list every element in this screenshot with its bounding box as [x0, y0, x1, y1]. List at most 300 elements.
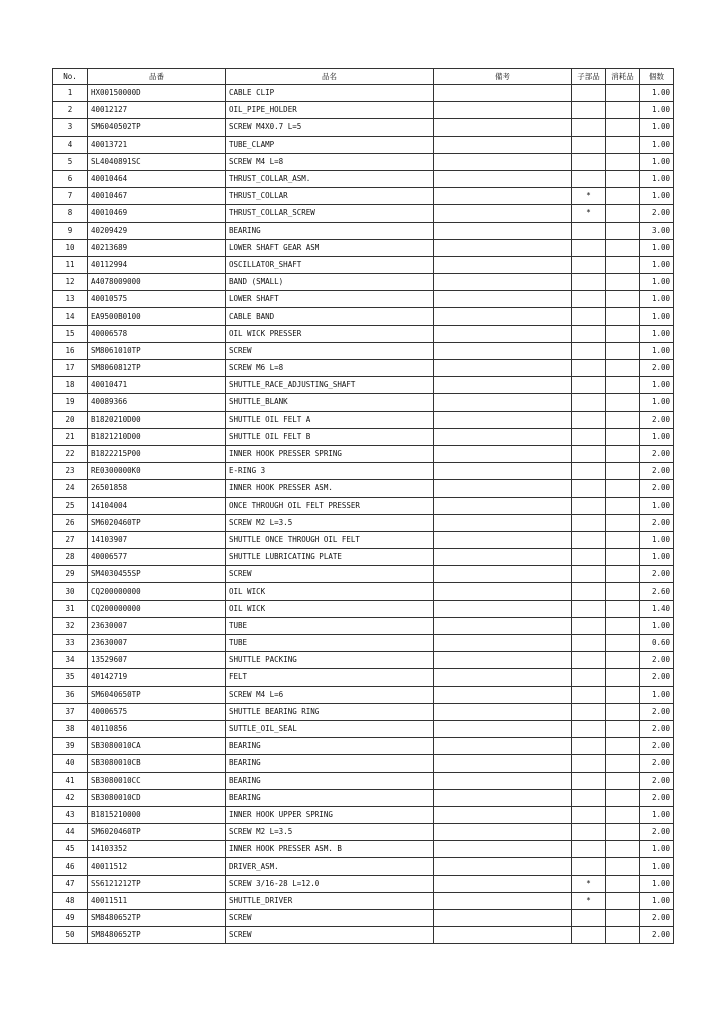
- sub-part-mark: [572, 256, 606, 273]
- row-number: 9: [53, 222, 88, 239]
- part-number: 40011511: [88, 892, 226, 909]
- remarks: [434, 428, 572, 445]
- part-name: INNER HOOK PRESSER SPRING: [226, 445, 434, 462]
- part-name: SUTTLE_OIL_SEAL: [226, 720, 434, 737]
- part-name: SCREW M2 L=3.5: [226, 514, 434, 531]
- header-part-number: 品番: [88, 69, 226, 85]
- part-number: SB3080010CD: [88, 789, 226, 806]
- remarks: [434, 927, 572, 944]
- part-name: SHUTTLE PACKING: [226, 652, 434, 669]
- remarks: [434, 239, 572, 256]
- row-number: 50: [53, 927, 88, 944]
- table-row: [53, 531, 674, 548]
- remarks: [434, 703, 572, 720]
- part-name: LOWER SHAFT GEAR ASM: [226, 239, 434, 256]
- quantity: 1.00: [640, 549, 674, 566]
- table-row: [53, 394, 674, 411]
- row-number: 11: [53, 256, 88, 273]
- table-row: [53, 514, 674, 531]
- sub-part-mark: [572, 239, 606, 256]
- remarks: [434, 497, 572, 514]
- part-name: BAND (SMALL): [226, 274, 434, 291]
- consumable-mark: [606, 652, 640, 669]
- quantity: 3.00: [640, 222, 674, 239]
- table-row: [53, 445, 674, 462]
- sub-part-mark: [572, 806, 606, 823]
- row-number: 27: [53, 531, 88, 548]
- row-number: 22: [53, 445, 88, 462]
- part-number: B1820210D00: [88, 411, 226, 428]
- part-number: CQ200000000: [88, 583, 226, 600]
- part-name: TUBE: [226, 635, 434, 652]
- quantity: 2.00: [640, 566, 674, 583]
- quantity: 2.00: [640, 910, 674, 927]
- quantity: 1.00: [640, 875, 674, 892]
- table-row: [53, 274, 674, 291]
- sub-part-mark: [572, 119, 606, 136]
- part-name: SCREW: [226, 927, 434, 944]
- part-name: OIL WICK: [226, 600, 434, 617]
- row-number: 17: [53, 360, 88, 377]
- consumable-mark: [606, 308, 640, 325]
- consumable-mark: [606, 85, 640, 102]
- sub-part-mark: [572, 841, 606, 858]
- remarks: [434, 136, 572, 153]
- part-number: SL4040891SC: [88, 153, 226, 170]
- row-number: 30: [53, 583, 88, 600]
- table-row: [53, 892, 674, 909]
- row-number: 8: [53, 205, 88, 222]
- remarks: [434, 256, 572, 273]
- sub-part-mark: [572, 755, 606, 772]
- consumable-mark: [606, 256, 640, 273]
- part-number: 40012127: [88, 102, 226, 119]
- header-no: No.: [53, 69, 88, 85]
- sub-part-mark: [572, 652, 606, 669]
- row-number: 13: [53, 291, 88, 308]
- sub-part-mark: [572, 772, 606, 789]
- table-row: [53, 463, 674, 480]
- part-name: CABLE CLIP: [226, 85, 434, 102]
- part-number: SM8060812TP: [88, 360, 226, 377]
- quantity: 1.00: [640, 102, 674, 119]
- table-row: [53, 858, 674, 875]
- part-name: TUBE_CLAMP: [226, 136, 434, 153]
- row-number: 46: [53, 858, 88, 875]
- part-number: SM6020460TP: [88, 824, 226, 841]
- table-row: [53, 566, 674, 583]
- row-number: 24: [53, 480, 88, 497]
- table-row: [53, 806, 674, 823]
- quantity: 1.00: [640, 188, 674, 205]
- part-name: SHUTTLE_BLANK: [226, 394, 434, 411]
- remarks: [434, 188, 572, 205]
- sub-part-mark: [572, 342, 606, 359]
- remarks: [434, 806, 572, 823]
- remarks: [434, 102, 572, 119]
- remarks: [434, 325, 572, 342]
- part-name: BEARING: [226, 222, 434, 239]
- sub-part-mark: [572, 274, 606, 291]
- remarks: [434, 566, 572, 583]
- quantity: 1.00: [640, 256, 674, 273]
- part-name: SHUTTLE_DRIVER: [226, 892, 434, 909]
- table-row: [53, 136, 674, 153]
- quantity: 0.60: [640, 635, 674, 652]
- part-number: 40006577: [88, 549, 226, 566]
- part-number: 13529607: [88, 652, 226, 669]
- row-number: 47: [53, 875, 88, 892]
- row-number: 2: [53, 102, 88, 119]
- sub-part-mark: [572, 308, 606, 325]
- consumable-mark: [606, 841, 640, 858]
- part-name: ONCE THROUGH OIL FELT PRESSER: [226, 497, 434, 514]
- sub-part-mark: [572, 720, 606, 737]
- table-row: [53, 824, 674, 841]
- part-number: 40089366: [88, 394, 226, 411]
- remarks: [434, 222, 572, 239]
- row-number: 34: [53, 652, 88, 669]
- remarks: [434, 617, 572, 634]
- table-row: [53, 153, 674, 170]
- quantity: 2.00: [640, 480, 674, 497]
- quantity: 1.00: [640, 274, 674, 291]
- consumable-mark: [606, 566, 640, 583]
- consumable-mark: [606, 583, 640, 600]
- table-row: [53, 841, 674, 858]
- remarks: [434, 119, 572, 136]
- row-number: 39: [53, 738, 88, 755]
- remarks: [434, 463, 572, 480]
- row-number: 19: [53, 394, 88, 411]
- part-name: SHUTTLE BEARING RING: [226, 703, 434, 720]
- row-number: 3: [53, 119, 88, 136]
- sub-part-mark: [572, 703, 606, 720]
- consumable-mark: [606, 824, 640, 841]
- sub-part-mark: [572, 617, 606, 634]
- part-name: INNER HOOK PRESSER ASM. B: [226, 841, 434, 858]
- part-name: INNER HOOK PRESSER ASM.: [226, 480, 434, 497]
- part-number: 40010471: [88, 377, 226, 394]
- row-number: 23: [53, 463, 88, 480]
- table-body: [53, 85, 674, 944]
- table-row: [53, 256, 674, 273]
- part-number: 40112994: [88, 256, 226, 273]
- remarks: [434, 394, 572, 411]
- header-row: [53, 69, 674, 85]
- remarks: [434, 686, 572, 703]
- part-name: THRUST_COLLAR_SCREW: [226, 205, 434, 222]
- sub-part-mark: [572, 531, 606, 548]
- table-row: [53, 789, 674, 806]
- sub-part-mark: [572, 635, 606, 652]
- row-number: 4: [53, 136, 88, 153]
- consumable-mark: [606, 720, 640, 737]
- part-name: DRIVER_ASM.: [226, 858, 434, 875]
- row-number: 26: [53, 514, 88, 531]
- part-name: SCREW M4 L=8: [226, 153, 434, 170]
- quantity: 2.00: [640, 360, 674, 377]
- consumable-mark: [606, 755, 640, 772]
- part-name: SCREW M6 L=8: [226, 360, 434, 377]
- quantity: 1.00: [640, 428, 674, 445]
- part-name: BEARING: [226, 755, 434, 772]
- sub-part-mark: [572, 136, 606, 153]
- part-name: SCREW 3/16-28 L=12.0: [226, 875, 434, 892]
- table-row: [53, 360, 674, 377]
- sub-part-mark: [572, 463, 606, 480]
- quantity: 1.00: [640, 686, 674, 703]
- remarks: [434, 531, 572, 548]
- consumable-mark: [606, 531, 640, 548]
- sub-part-mark: [572, 428, 606, 445]
- consumable-mark: [606, 497, 640, 514]
- quantity: 2.00: [640, 703, 674, 720]
- consumable-mark: [606, 394, 640, 411]
- part-number: 26501858: [88, 480, 226, 497]
- part-name: SHUTTLE_RACE_ADJUSTING_SHAFT: [226, 377, 434, 394]
- sub-part-mark: [572, 102, 606, 119]
- table-row: [53, 738, 674, 755]
- part-name: OIL_PIPE_HOLDER: [226, 102, 434, 119]
- row-number: 37: [53, 703, 88, 720]
- row-number: 32: [53, 617, 88, 634]
- part-number: SS6121212TP: [88, 875, 226, 892]
- quantity: 1.00: [640, 892, 674, 909]
- quantity: 2.00: [640, 927, 674, 944]
- table-row: [53, 291, 674, 308]
- part-name: CABLE BAND: [226, 308, 434, 325]
- part-number: CQ200000000: [88, 600, 226, 617]
- sub-part-mark: *: [572, 875, 606, 892]
- sub-part-mark: [572, 910, 606, 927]
- part-number: B1815210000: [88, 806, 226, 823]
- quantity: 1.00: [640, 136, 674, 153]
- table-row: [53, 635, 674, 652]
- sub-part-mark: [572, 394, 606, 411]
- row-number: 1: [53, 85, 88, 102]
- quantity: 1.00: [640, 308, 674, 325]
- part-number: 40142719: [88, 669, 226, 686]
- quantity: 2.00: [640, 445, 674, 462]
- remarks: [434, 205, 572, 222]
- table-row: [53, 875, 674, 892]
- sub-part-mark: [572, 789, 606, 806]
- consumable-mark: [606, 858, 640, 875]
- remarks: [434, 824, 572, 841]
- header-remarks: 備考: [434, 69, 572, 85]
- part-number: SB3080010CA: [88, 738, 226, 755]
- sub-part-mark: [572, 85, 606, 102]
- part-name: LOWER SHAFT: [226, 291, 434, 308]
- table-row: [53, 583, 674, 600]
- sub-part-mark: [572, 824, 606, 841]
- consumable-mark: [606, 205, 640, 222]
- quantity: 2.00: [640, 205, 674, 222]
- part-number: B1822215P00: [88, 445, 226, 462]
- part-number: 40110856: [88, 720, 226, 737]
- remarks: [434, 635, 572, 652]
- part-name: E-RING 3: [226, 463, 434, 480]
- part-number: SM8480652TP: [88, 910, 226, 927]
- consumable-mark: [606, 892, 640, 909]
- part-name: THRUST_COLLAR: [226, 188, 434, 205]
- table-row: [53, 669, 674, 686]
- sub-part-mark: [572, 686, 606, 703]
- remarks: [434, 772, 572, 789]
- part-name: OSCILLATOR_SHAFT: [226, 256, 434, 273]
- part-number: SB3080010CC: [88, 772, 226, 789]
- sub-part-mark: [572, 497, 606, 514]
- part-number: B1821210D00: [88, 428, 226, 445]
- row-number: 14: [53, 308, 88, 325]
- quantity: 2.00: [640, 652, 674, 669]
- part-number: 40013721: [88, 136, 226, 153]
- table-row: [53, 119, 674, 136]
- row-number: 20: [53, 411, 88, 428]
- consumable-mark: [606, 102, 640, 119]
- consumable-mark: [606, 325, 640, 342]
- remarks: [434, 858, 572, 875]
- quantity: 2.00: [640, 411, 674, 428]
- part-name: OIL WICK: [226, 583, 434, 600]
- part-name: SCREW: [226, 910, 434, 927]
- consumable-mark: [606, 910, 640, 927]
- part-number: RE0300000K0: [88, 463, 226, 480]
- consumable-mark: [606, 789, 640, 806]
- part-number: HX00150000D: [88, 85, 226, 102]
- quantity: 2.00: [640, 772, 674, 789]
- part-number: 40010469: [88, 205, 226, 222]
- table-row: [53, 703, 674, 720]
- sub-part-mark: *: [572, 188, 606, 205]
- remarks: [434, 153, 572, 170]
- row-number: 18: [53, 377, 88, 394]
- consumable-mark: [606, 445, 640, 462]
- sub-part-mark: [572, 669, 606, 686]
- remarks: [434, 583, 572, 600]
- row-number: 35: [53, 669, 88, 686]
- part-name: SCREW: [226, 342, 434, 359]
- table-row: [53, 342, 674, 359]
- quantity: 1.00: [640, 170, 674, 187]
- quantity: 1.00: [640, 291, 674, 308]
- quantity: 1.00: [640, 119, 674, 136]
- consumable-mark: [606, 686, 640, 703]
- table-row: [53, 411, 674, 428]
- part-number: SM8480652TP: [88, 927, 226, 944]
- sub-part-mark: [572, 583, 606, 600]
- remarks: [434, 755, 572, 772]
- quantity: 2.00: [640, 669, 674, 686]
- remarks: [434, 360, 572, 377]
- sub-part-mark: [572, 153, 606, 170]
- table-row: [53, 686, 674, 703]
- consumable-mark: [606, 738, 640, 755]
- remarks: [434, 549, 572, 566]
- row-number: 15: [53, 325, 88, 342]
- part-number: 40209429: [88, 222, 226, 239]
- part-name: BEARING: [226, 789, 434, 806]
- table-row: [53, 170, 674, 187]
- row-number: 31: [53, 600, 88, 617]
- consumable-mark: [606, 480, 640, 497]
- part-number: 40006578: [88, 325, 226, 342]
- row-number: 25: [53, 497, 88, 514]
- row-number: 43: [53, 806, 88, 823]
- table-row: [53, 927, 674, 944]
- sub-part-mark: [572, 170, 606, 187]
- part-number: 23630007: [88, 617, 226, 634]
- row-number: 5: [53, 153, 88, 170]
- sub-part-mark: [572, 927, 606, 944]
- remarks: [434, 342, 572, 359]
- quantity: 2.00: [640, 514, 674, 531]
- table-header: [53, 69, 674, 85]
- row-number: 6: [53, 170, 88, 187]
- remarks: [434, 652, 572, 669]
- part-name: BEARING: [226, 738, 434, 755]
- consumable-mark: [606, 927, 640, 944]
- consumable-mark: [606, 772, 640, 789]
- header-part-name: 品名: [226, 69, 434, 85]
- part-name: SHUTTLE OIL FELT B: [226, 428, 434, 445]
- remarks: [434, 841, 572, 858]
- consumable-mark: [606, 274, 640, 291]
- sub-part-mark: [572, 858, 606, 875]
- remarks: [434, 789, 572, 806]
- remarks: [434, 514, 572, 531]
- table-row: [53, 308, 674, 325]
- table-row: [53, 617, 674, 634]
- row-number: 41: [53, 772, 88, 789]
- part-number: SM4030455SP: [88, 566, 226, 583]
- row-number: 10: [53, 239, 88, 256]
- part-name: SCREW M4 L=6: [226, 686, 434, 703]
- quantity: 2.00: [640, 738, 674, 755]
- table-row: [53, 549, 674, 566]
- quantity: 1.00: [640, 239, 674, 256]
- consumable-mark: [606, 377, 640, 394]
- row-number: 40: [53, 755, 88, 772]
- consumable-mark: [606, 549, 640, 566]
- part-number: 40010467: [88, 188, 226, 205]
- table-row: [53, 325, 674, 342]
- sub-part-mark: *: [572, 205, 606, 222]
- quantity: 1.40: [640, 600, 674, 617]
- remarks: [434, 910, 572, 927]
- row-number: 42: [53, 789, 88, 806]
- consumable-mark: [606, 875, 640, 892]
- quantity: 1.00: [640, 342, 674, 359]
- remarks: [434, 875, 572, 892]
- remarks: [434, 274, 572, 291]
- table-row: [53, 480, 674, 497]
- quantity: 1.00: [640, 377, 674, 394]
- row-number: 33: [53, 635, 88, 652]
- row-number: 28: [53, 549, 88, 566]
- sub-part-mark: [572, 377, 606, 394]
- part-number: 23630007: [88, 635, 226, 652]
- consumable-mark: [606, 188, 640, 205]
- part-name: SCREW M4X0.7 L=5: [226, 119, 434, 136]
- remarks: [434, 738, 572, 755]
- part-name: INNER HOOK UPPER SPRING: [226, 806, 434, 823]
- part-name: OIL WICK PRESSER: [226, 325, 434, 342]
- consumable-mark: [606, 136, 640, 153]
- sub-part-mark: [572, 360, 606, 377]
- part-name: SHUTTLE LUBRICATING PLATE: [226, 549, 434, 566]
